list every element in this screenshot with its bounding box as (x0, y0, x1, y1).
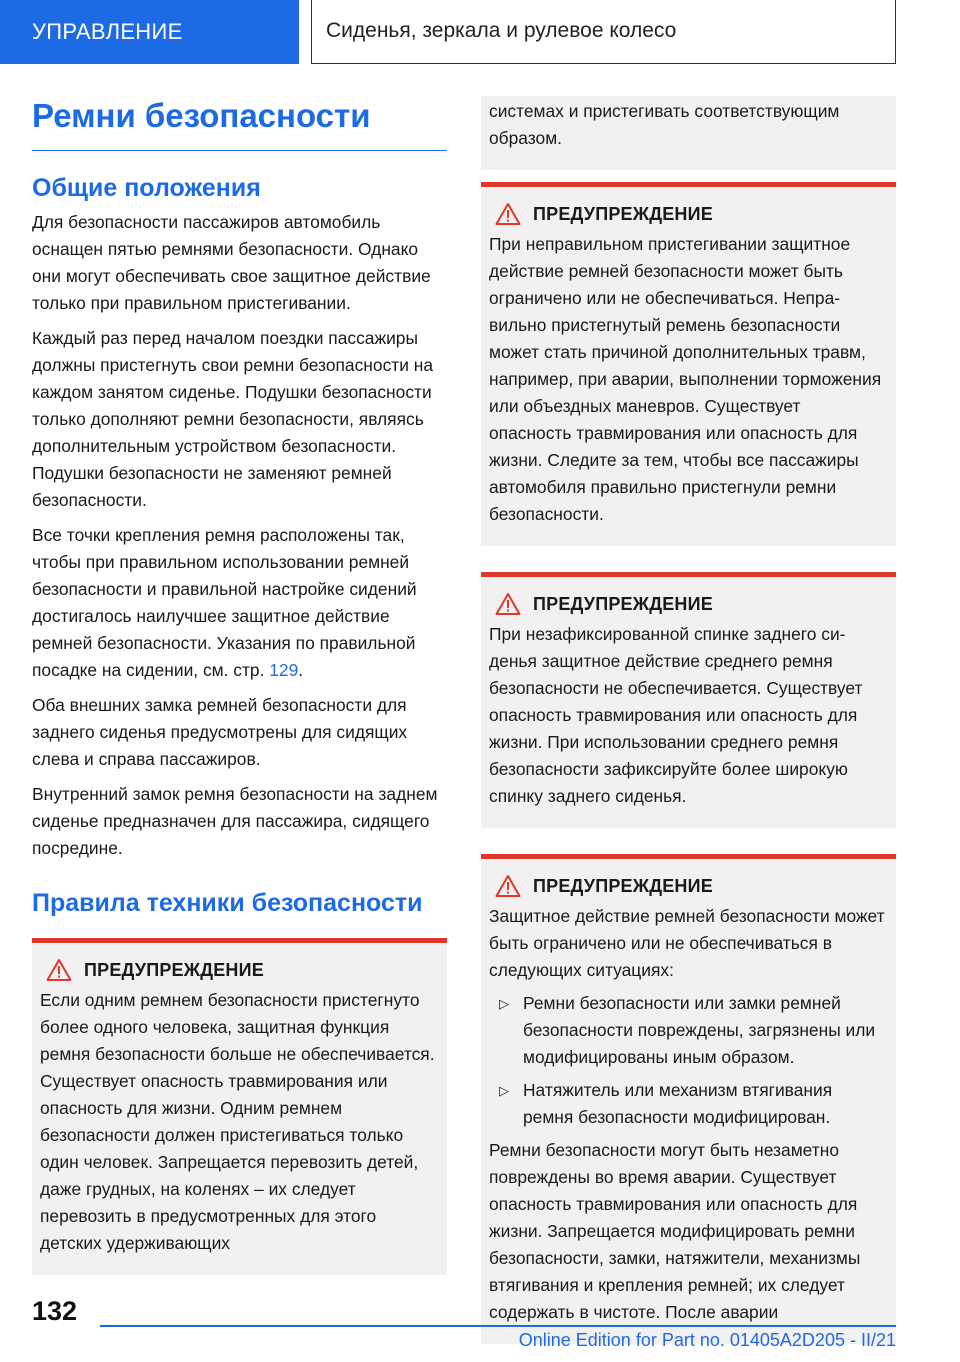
warning-title-text: ПРЕДУПРЕЖДЕНИЕ (533, 594, 713, 614)
subheading-safety: Правила техники безопасности (32, 889, 423, 917)
warning-box (481, 572, 896, 828)
warning-title-text: ПРЕДУПРЕЖДЕНИЕ (533, 876, 713, 896)
edition-info: Online Edition for Part no. 01405A2D205 - II/21 (518, 1330, 896, 1350)
page-link[interactable]: 129 (269, 660, 299, 680)
warning-text: системах и пристегивать соответствующим образом. (489, 101, 840, 148)
warning-box (32, 938, 447, 1275)
warning-triangle-icon (495, 874, 521, 898)
warning-triangle-icon (495, 592, 521, 616)
paragraph-text: Все точки крепления ремня расположены так, чтобы при правильном использовании ремней безопасности и правильной настройке сидений достигалось наилучшее защитное действие ремней безопасности. Указания по правильной посадке на сидении, см. стр. (32, 525, 417, 680)
warning-title (40, 957, 437, 983)
warning-title-text: ПРЕДУПРЕЖДЕНИЕ (533, 204, 713, 224)
warning-triangle-icon (495, 202, 521, 226)
paragraph: Каждый раз перед началом поездки пассажиры должны пристегнуть свои ремни безопасности на каждом занятом сиденье. Подушки безопасности только дополняют ремни безопасности, являясь дополнительным устройством безопасности. Подушки безопасности не заменяют ремней безопасности. (32, 328, 434, 510)
warning-text: При незафиксированной спинке заднего сиденья защитное действие среднего ремня безопасности не обеспечивается. Существует опасность травмирования или опасность для жизни. При использовании среднего ремня безопасности зафиксируйте более широкую спинку заднего сиденья. (489, 624, 863, 806)
warning-title (489, 873, 886, 899)
paragraph: Для безопасности пассажиров автомобиль оснащен пятью ремнями безопасности. Однако они могут обеспечивать свое защитное действие только при правильном пристегивании. (32, 212, 431, 313)
right-column (481, 96, 896, 1344)
subheading-general: Общие положения (32, 174, 261, 202)
warning-box (481, 854, 896, 1344)
chapter-title: Сиденья, зеркала и рулевое колесо (311, 0, 896, 64)
warning-text: Защитное действие ремней безопасности может быть ограничено или не обеспечиваться в следующих ситуациях: (489, 906, 885, 980)
warning-title-text: ПРЕДУПРЕЖДЕНИЕ (84, 960, 264, 980)
page-number: 132 (32, 1296, 78, 1326)
section-tab[interactable]: УПРАВЛЕНИЕ (0, 0, 299, 64)
warning-continuation (481, 96, 896, 170)
paragraph: Оба внешних замка ремней безопасности для заднего сиденья предусмотрены для сидящих слева и справа пассажиров. (32, 695, 408, 769)
page-title: Ремни безопасности (32, 96, 447, 151)
paragraph: Внутренний замок ремня безопасности на заднем сиденье предназначен для пассажира, сидящего посредине. (32, 784, 438, 858)
paragraph-with-link (32, 522, 447, 684)
warning-triangle-icon (46, 958, 72, 982)
list-item-text: Ремни безопасности или замки ремней безопасности повреждены, загрязнены или модифицированы иным образом. (523, 993, 876, 1067)
warning-text: Ремни безопасности могут быть незаметно повреждены во время аварии. Существует опасность травмирования или опасность для жизни. Запрещается модифицировать ремни безопасности, замки, натяжители, механизмы втягивания и крепления ремней; их следует содержать в чистоте. После аварии (489, 1140, 861, 1322)
paragraph-end: . (298, 660, 304, 680)
left-column (32, 96, 447, 1275)
list-item (489, 1077, 886, 1131)
warning-title (489, 201, 886, 227)
footer-rule (100, 1325, 896, 1327)
list-item-text: Натяжитель или механизм втягивания ремня безопасности модифицирован. (523, 1080, 833, 1127)
warning-box (481, 182, 896, 546)
list-item (489, 990, 886, 1071)
bullet-list (489, 990, 886, 1131)
triangle-bullet-icon: ▷ (499, 996, 509, 1011)
triangle-bullet-icon: ▷ (499, 1083, 509, 1098)
warning-text: Если одним ремнем безопасности пристегнуто более одного человека, защитная функция ремня безопасности больше не обеспечивается. Существует опасность травмирования или опасность для жизни. Одним ремнем безопасности должен пристегиваться только один человек. Запрещается перевозить детей, даже грудных, на коленях – их следует перевозить в предусмотренных для этого детских удерживающих (40, 990, 435, 1253)
warning-title (489, 591, 886, 617)
warning-text: При неправильном пристегивании защитное действие ремней безопасности может быть ограничено или не обеспечиваться. Неправильно пристегнутый ремень безопасности может стать причиной дополнительных травм, например, при аварии, выполнении торможения или объездных маневров. Существует опасность травмирования или опасность для жизни. Следите за тем, чтобы все пассажиры автомобиля правильно пристегнули ремни безопасности. (489, 234, 882, 524)
